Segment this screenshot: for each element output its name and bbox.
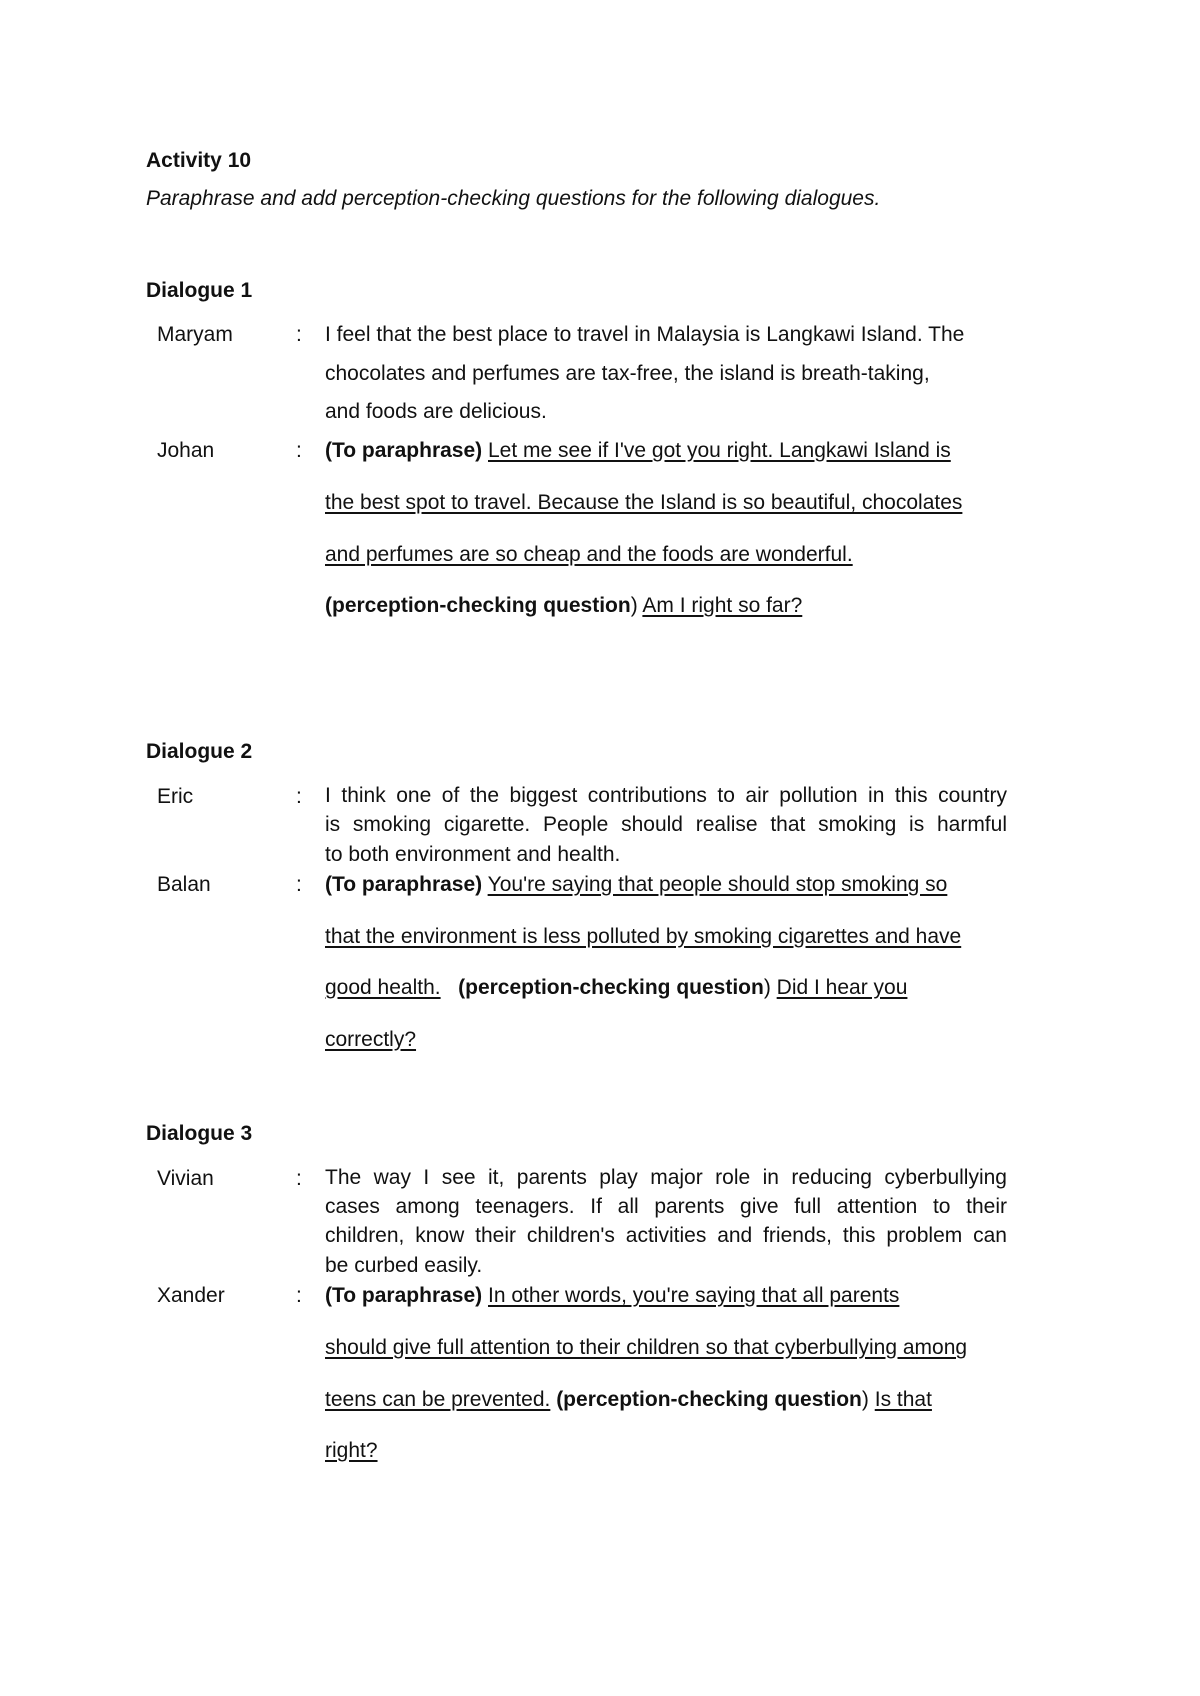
- activity-title: Activity 10: [146, 149, 252, 172]
- dialogue-2-perception-check-answer: correctly?: [325, 1028, 417, 1051]
- dialogue-1-paraphrase-line: and perfumes are so cheap and the foods are wonderful.: [325, 543, 853, 566]
- dialogue-3-statement-line: cases among teenagers. If all parents give full attention to their: [325, 1195, 1007, 1218]
- perception-check-close: ): [861, 1388, 869, 1411]
- dialogue-1-speaker-maryam: Maryam: [157, 323, 233, 346]
- paraphrase-label: (To paraphrase): [325, 873, 483, 896]
- dialogue-3-statement-line: The way I see it, parents play major role in reducing cyberbullying: [325, 1166, 1007, 1189]
- perception-check-answer: Did I hear you: [776, 976, 908, 999]
- colon: :: [296, 323, 302, 346]
- dialogue-3-statement-line: be curbed easily.: [325, 1254, 483, 1277]
- paraphrase-answer: In other words, you're saying that all parents: [488, 1284, 900, 1307]
- dialogue-1-statement-line: I feel that the best place to travel in Malaysia is Langkawi Island. The: [325, 323, 965, 346]
- dialogue-1-statement-line: and foods are delicious.: [325, 400, 547, 423]
- perception-check-label: (perception-checking question: [556, 1388, 862, 1411]
- perception-check-label: (perception-checking question: [458, 976, 764, 999]
- dialogue-3-perception-check-answer: right?: [325, 1439, 378, 1462]
- dialogue-3-paraphrase-line: [325, 1388, 932, 1412]
- paraphrase-label: (To paraphrase): [325, 439, 483, 462]
- paraphrase-answer: Let me see if I've got you right. Langkawi Island is: [488, 439, 951, 462]
- perception-check-close: ): [630, 594, 638, 617]
- activity-instruction: Paraphrase and add perception-checking questions for the following dialogues.: [146, 187, 881, 210]
- colon: :: [296, 1167, 302, 1190]
- colon: :: [296, 873, 302, 896]
- dialogue-1-statement-line: chocolates and perfumes are tax-free, the island is breath-taking,: [325, 362, 930, 385]
- dialogue-1-speaker-johan: Johan: [157, 439, 215, 462]
- paraphrase-answer: You're saying that people should stop smoking so: [487, 873, 948, 896]
- colon: :: [296, 1284, 302, 1307]
- paraphrase-answer: good health.: [325, 976, 441, 999]
- dialogue-2-heading: Dialogue 2: [146, 740, 253, 763]
- dialogue-1-perception-check: [325, 594, 802, 618]
- perception-check-label: (perception-checking question: [325, 594, 631, 617]
- perception-check-answer: Am I right so far?: [642, 594, 803, 617]
- dialogue-3-statement-line: children, know their children's activities and friends, this problem can: [325, 1224, 1007, 1247]
- dialogue-2-statement-line: is smoking cigarette. People should realise that smoking is harmful: [325, 813, 1007, 836]
- dialogue-2-paraphrase-line: [325, 976, 907, 1000]
- dialogue-3-speaker-vivian: Vivian: [157, 1167, 214, 1190]
- dialogue-2-paraphrase-line: [325, 873, 947, 897]
- perception-check-answer: Is that: [874, 1388, 932, 1411]
- dialogue-2-statement-line: to both environment and health.: [325, 843, 621, 866]
- dialogue-3-speaker-xander: Xander: [157, 1284, 225, 1307]
- colon: :: [296, 785, 302, 808]
- dialogue-1-paraphrase-line: the best spot to travel. Because the Island is so beautiful, chocolates: [325, 491, 963, 514]
- dialogue-1-heading: Dialogue 1: [146, 279, 253, 302]
- dialogue-3-heading: Dialogue 3: [146, 1122, 253, 1145]
- paraphrase-label: (To paraphrase): [325, 1284, 483, 1307]
- dialogue-3-paraphrase-line: [325, 1284, 899, 1308]
- dialogue-2-paraphrase-line: that the environment is less polluted by smoking cigarettes and have: [325, 925, 962, 948]
- colon: :: [296, 439, 302, 462]
- dialogue-1-paraphrase-line: [325, 439, 951, 463]
- perception-check-close: ): [763, 976, 771, 999]
- dialogue-3-paraphrase-line: should give full attention to their children so that cyberbullying among: [325, 1336, 968, 1359]
- dialogue-2-speaker-eric: Eric: [157, 785, 194, 808]
- dialogue-2-statement-line: I think one of the biggest contributions to air pollution in this country: [325, 784, 1007, 807]
- dialogue-2-speaker-balan: Balan: [157, 873, 211, 896]
- paraphrase-answer: teens can be prevented.: [325, 1388, 551, 1411]
